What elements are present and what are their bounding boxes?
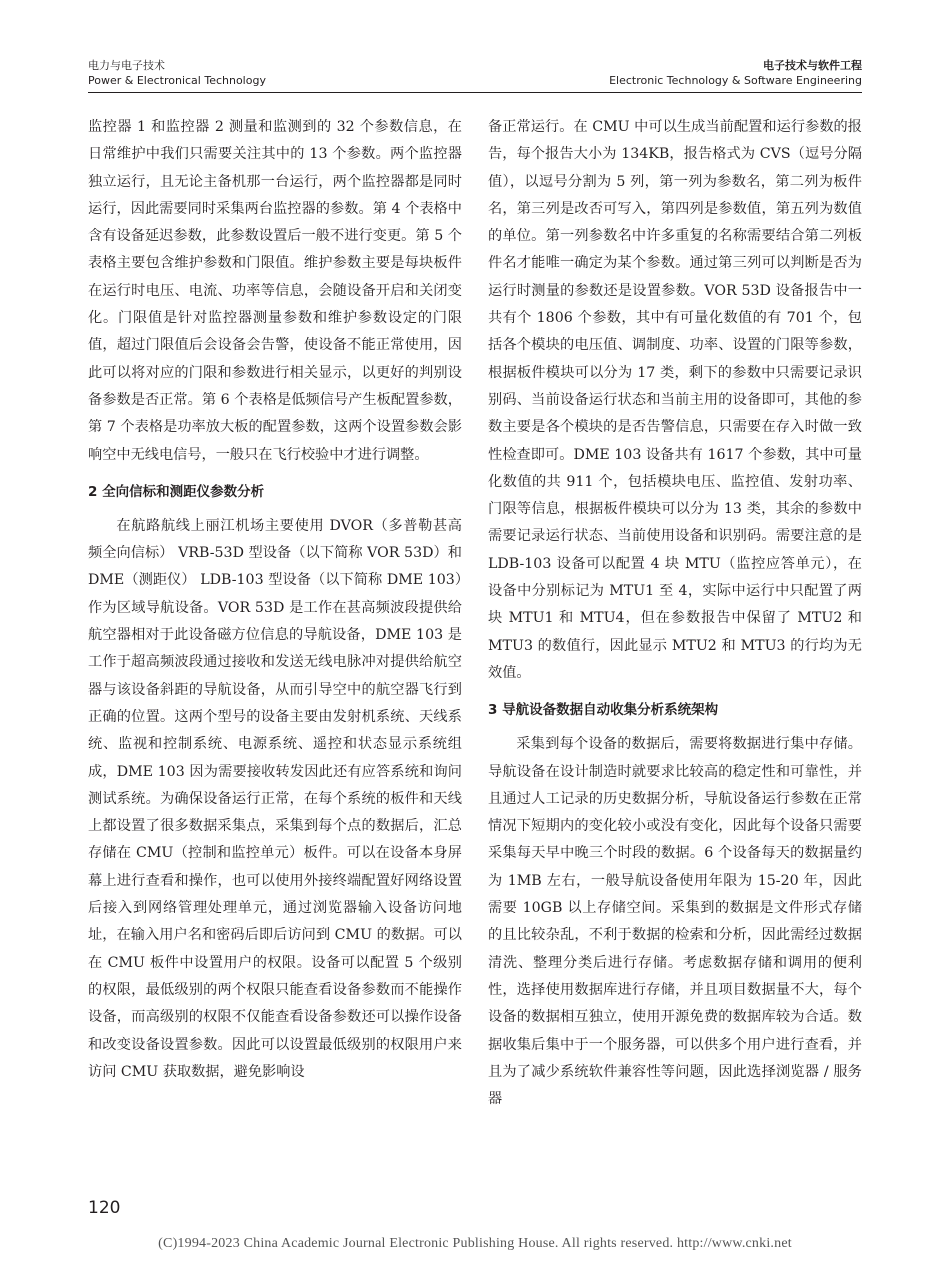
running-header-left [88,58,266,88]
right-paragraph-1: 备正常运行。在 CMU 中可以生成当前配置和运行参数的报告，每个报告大小为 134KB，报告格式为 CVS（逗号分隔值），以逗号分割为 5 列，第一列为参数名，第二列为板件名，第三列是改否可写入，第四列是参数值，第五列为数值的单位。第一列参数名中许多重复的名称需要结合第二列板件名才能唯一确定为某个参数。通过第三列可以判断是否为运行时测量的参数还是设置参数。VOR 53D 设备报告中一共有个 1806 个参数，其中有可量化数值的有 701 个，包括各个模块的电压值、调制度、功率、设置的门限等参数，根据板件模块可以分为 17 类，剩下的参数中只需要记录识别码、当前设备运行状态和当前主用的设备即可，其他的参数主要是各个模块的是否告警信息，只需要在存入时做一致性检查即可。DME 103 设备共有 1617 个参数，其中可量化数值的共 911 个，包括模块电压、监控值、发射功率、门限等信息，根据板件模块可以分为 13 类，其余的参数中需要记录运行状态、当前使用设备和识别码。需要注意的是 LDB-103 设备可以配置 4 块 MTU（监控应答单元），在设备中分别标记为 MTU1 至 4，实际中运行中只配置了两块 MTU1 和 MTU4，但在参数报告中保留了 MTU2 和 MTU3 的数值行，因此显示 MTU2 和 MTU3 的行均为无效值。 [488,119,862,681]
left-paragraph-1: 监控器 1 和监控器 2 测量和监测到的 32 个参数信息，在日常维护中我们只需要关注其中的 13 个参数。两个监控器独立运行，且无论主备机那一台运行，两个监控器都是同时运行，因此需要同时采集两台监控器的参数。第 4 个表格中含有设备延迟参数，此参数设置后一般不进行变更。第 5 个表格主要包含维护参数和门限值。维护参数主要是每块板件在运行时电压、电流、功率等信息，会随设备开启和关闭变化。门限值是针对监控器测量参数和维护参数设定的门限值，超过门限值后会设备会告警，使设备不能正常使用，因此可以将对应的门限和参数进行相关显示，以更好的判别设备参数是否正常。第 6 个表格是低频信号产生板配置参数，第 7 个表格是功率放大板的配置参数，这两个设置参数会影响空中无线电信号，一般只在飞行校验中才进行调整。 [88,119,462,463]
left-paragraph-2: 在航路航线上丽江机场主要使用 DVOR（多普勒甚高频全向信标） VRB-53D 型设备（以下简称 VOR 53D）和 DME（测距仪） LDB-103 型设备（以下简称 DME 103）作为区域导航设备。VOR 53D 是工作在甚高频波段提供给航空器相对于此设备磁方位信息的导航设备，DME 103 是工作于超高频波段通过接收和发送无线电脉冲对提供给航空器与该设备斜距的导航设备，从而引导空中的航空器飞行到正确的位置。这两个型号的设备主要由发射机系统、天线系统、监视和控制系统、电源系统、遥控和状态显示系统组成，DME 103 因为需要接收转发因此还有应答系统和询问测试系统。为确保设备运行正常，在每个系统的板件和天线上都设置了很多数据采集点，采集到每个点的数据后，汇总存储在 CMU（控制和监控单元）板件。可以在设备本身屏幕上进行查看和操作，也可以使用外接终端配置好网络设置后接入到网络管理处理单元，通过浏览器输入设备访问地址，在输入用户名和密码后即后访问到 CMU 的数据。可以在 CMU 板件中设置用户的权限。设备可以配置 5 个级别的权限，最低级别的两个权限只能查看设备参数而不能操作设备，而高级别的权限不仅能查看设备参数还可以操作设备和改变设备设置参数。因此可以设置最低级别的权限用户来访问 CMU 获取数据，避免影响设 [88,517,462,1080]
copyright-footer: (C)1994-2023 China Academic Journal Electronic Publishing House. All rights reserved. http://www.cnki.net [158,1236,792,1251]
section-2-heading: 2 全向信标和测距仪参数分析 [88,483,265,500]
header-right-en: Electronic Technology & Software Engineering [609,74,862,87]
header-left-en: Power & Electronical Technology [88,74,266,87]
right-paragraph-2: 采集到每个设备的数据后，需要将数据进行集中存储。导航设备在设计制造时就要求比较高的稳定性和可靠性，并且通过人工记录的历史数据分析，导航设备运行参数在正常情况下短期内的变化较小或没有变化，因此每个设备只需要采集每天早中晚三个时段的数据。6 个设备每天的数据量约为 1MB 左右，一般导航设备使用年限为 15-20 年，因此需要 10GB 以上存储空间。采集到的数据是文件形式存储的且比较杂乱，不利于数据的检索和分析，因此需经过数据清洗、整理分类后进行存储。考虑数据存储和调用的便利性，选择使用数据库进行存储，并且项目数据量不大，每个设备的数据相互独立，使用开源免费的数据库较为合适。数据收集后集中于一个服务器，可以供多个用户进行查看，并且为了减少系统软件兼容性等问题，因此选择浏览器 / 服务器 [488,736,862,1108]
running-header-right [609,58,862,88]
page-number: 120 [88,1198,121,1218]
left-column [88,114,462,1086]
header-left-cn: 电力与电子技术 [88,59,165,72]
header-rule [88,92,862,93]
header-right-cn: 电子技术与软件工程 [763,59,862,72]
section-3-heading: 3 导航设备数据自动收集分析系统架构 [488,702,719,719]
right-column [488,114,862,1113]
